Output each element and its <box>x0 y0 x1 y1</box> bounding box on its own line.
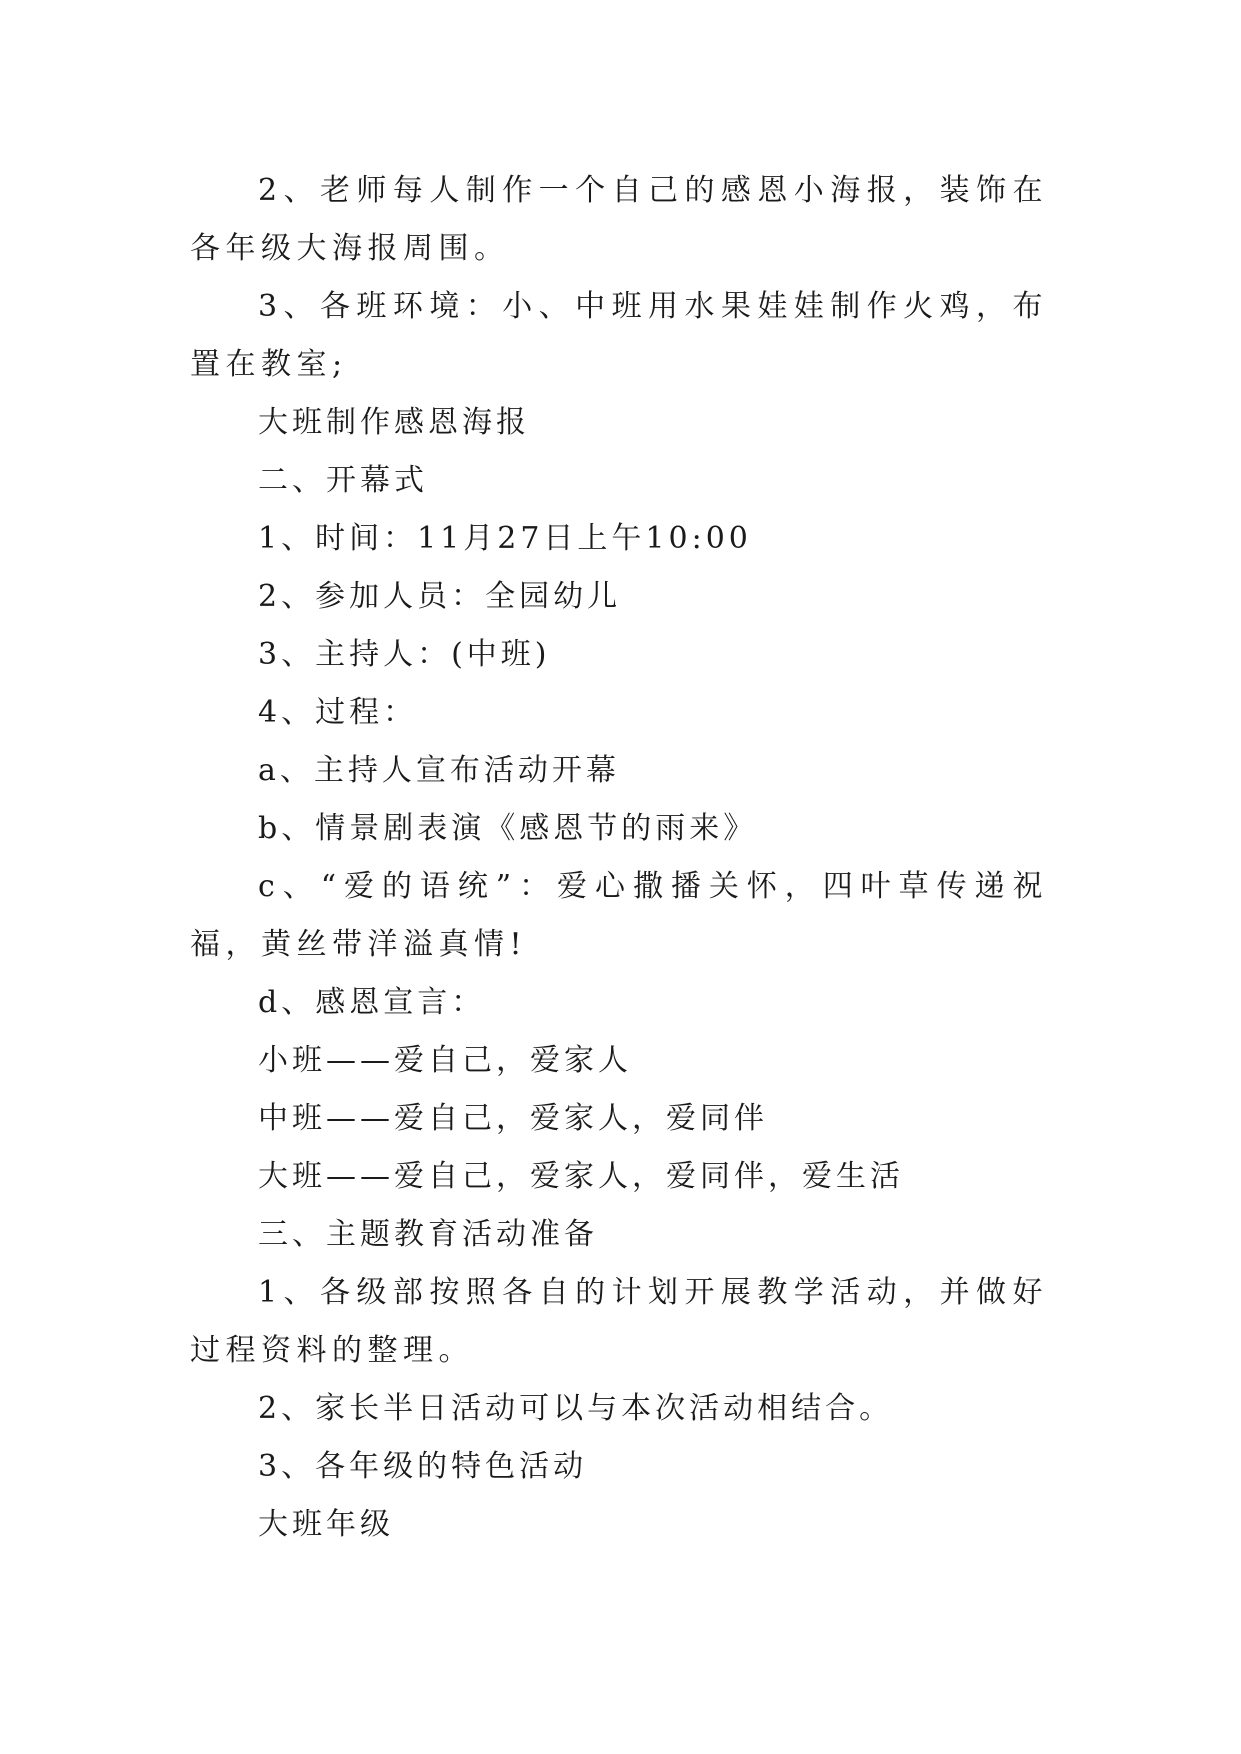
paragraph-parent-activity: 2、家长半日活动可以与本次活动相结合。 <box>258 1391 894 1426</box>
list-item-a: a、主持人宣布活动开幕 <box>258 753 620 788</box>
declaration-middle-class: 中班——爱自己，爱家人，爱同伴 <box>258 1101 768 1136</box>
paragraph-senior-class-poster: 大班制作感恩海报 <box>258 405 530 440</box>
paragraph-grade-activities: 3、各年级的特色活动 <box>258 1449 588 1484</box>
declaration-senior-class: 大班——爱自己，爱家人，爱同伴，爱生活 <box>258 1159 904 1194</box>
heading-opening-ceremony: 二、开幕式 <box>258 463 428 498</box>
heading-theme-education: 三、主题教育活动准备 <box>258 1217 598 1252</box>
declaration-small-class: 小班——爱自己，爱家人 <box>258 1043 632 1078</box>
list-item-b: b、情景剧表演《感恩节的雨来》 <box>258 811 758 846</box>
list-item-c: c、“爱的语统”：爱心撒播关怀，四叶草传递祝福，黄丝带洋溢真情! <box>190 869 1048 962</box>
paragraph-senior-grade: 大班年级 <box>258 1507 394 1542</box>
paragraph-participants: 2、参加人员：全园幼儿 <box>258 579 622 614</box>
paragraph-class-environment: 3、各班环境：小、中班用水果娃娃制作火鸡，布置在教室; <box>190 289 1048 382</box>
paragraph-teaching-plan: 1、各级部按照各自的计划开展教学活动，并做好过程资料的整理。 <box>190 1275 1048 1368</box>
paragraph-host: 3、主持人：(中班) <box>258 637 551 672</box>
document-body <box>190 162 1048 1554</box>
paragraph-process: 4、过程： <box>258 695 418 730</box>
list-item-d: d、感恩宣言： <box>258 985 486 1020</box>
paragraph-teacher-poster: 2、老师每人制作一个自己的感恩小海报，装饰在各年级大海报周围。 <box>190 173 1048 266</box>
paragraph-time: 1、时间：11月27日上午10:00 <box>258 521 752 556</box>
